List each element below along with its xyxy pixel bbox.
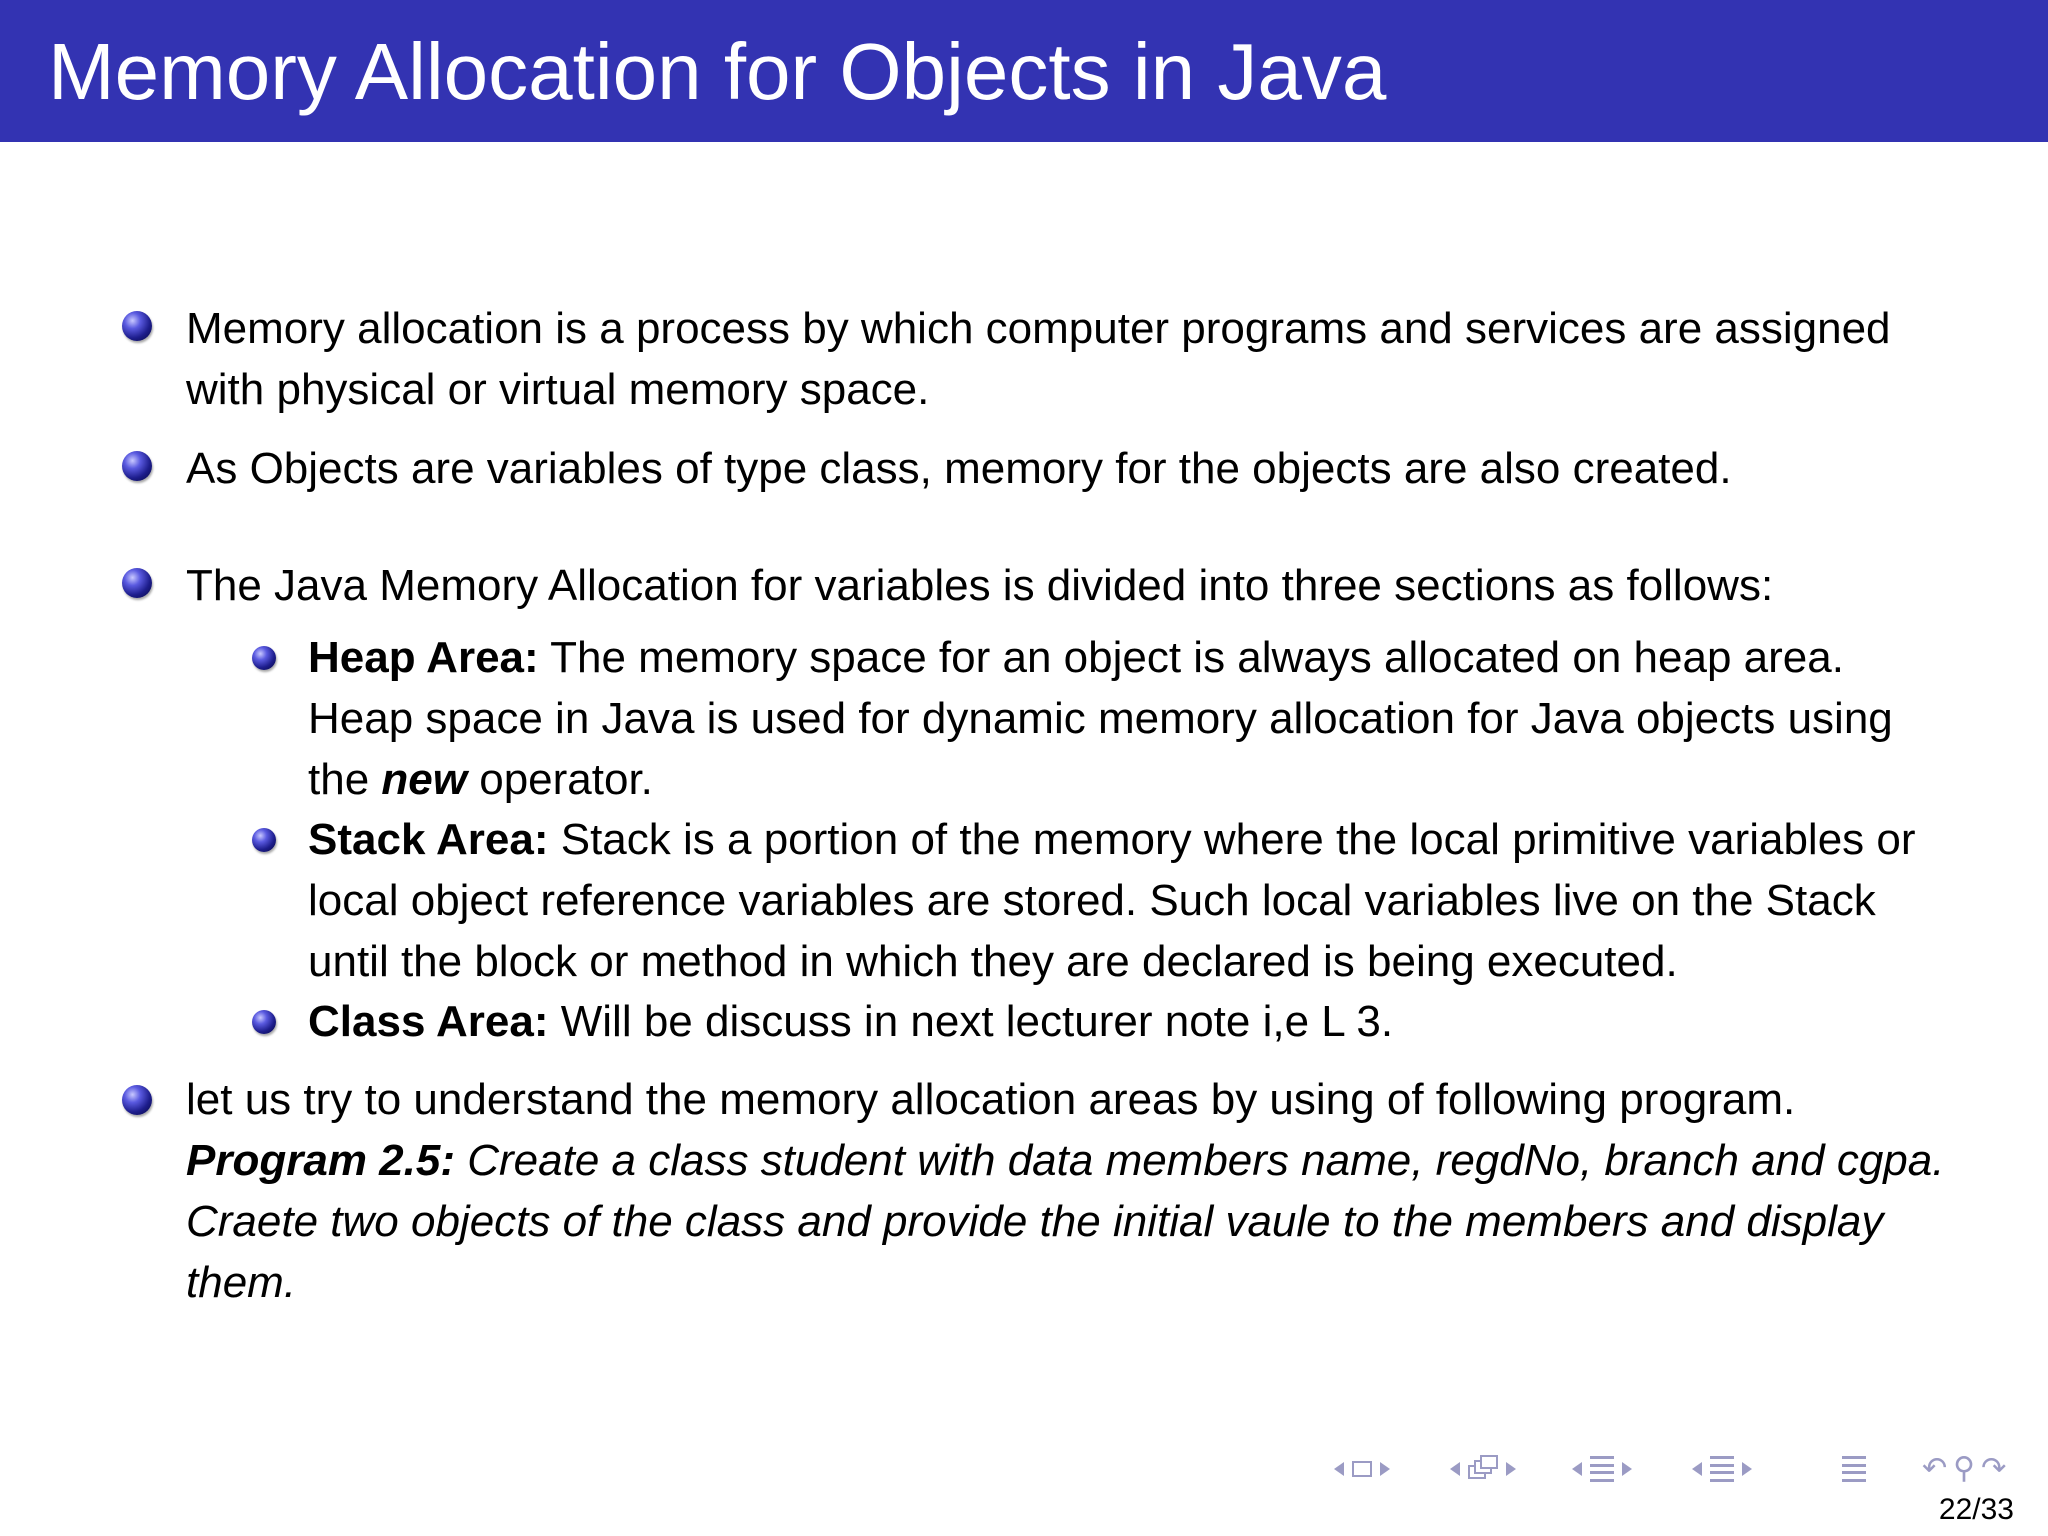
page-number [1939, 1490, 2014, 1530]
section-text: until the block or method in which they are declared is being executed. [308, 937, 1678, 986]
keyword-new: new [381, 755, 467, 804]
program-text: Craete two objects of the class and provide the initial vaule to the members and display [186, 1197, 1884, 1246]
nav-right-arrow-icon[interactable] [1742, 1462, 1752, 1476]
nav-right-arrow-icon[interactable] [1622, 1462, 1632, 1476]
subsection-icon[interactable] [1590, 1456, 1614, 1482]
page-separator: / [1972, 1493, 1981, 1526]
list-item [186, 555, 2006, 616]
sub-list-item-heap [308, 627, 2008, 810]
program-text: Create a class student with data members name, regdNo, branch and cgpa. [467, 1136, 1945, 1185]
nav-left-arrow-icon[interactable] [1692, 1462, 1702, 1476]
section-text: the [308, 755, 370, 804]
item-text: As Objects are variables of type class, memory for the objects are also created. [186, 444, 1732, 493]
sub-list-item-class [308, 991, 2008, 1052]
sub-bullet-icon [252, 646, 276, 670]
bullet-icon [122, 451, 152, 481]
list-item [186, 1069, 2006, 1313]
nav-right-arrow-icon[interactable] [1380, 1462, 1390, 1476]
nav-document-group[interactable] [1842, 1452, 1866, 1486]
nav-right-arrow-icon[interactable] [1506, 1462, 1516, 1476]
section-label: Class Area: [308, 997, 549, 1046]
document-icon[interactable] [1842, 1456, 1866, 1482]
section-text: Stack is a portion of the memory where the local primitive variables or [560, 815, 1916, 864]
slide-title: Memory Allocation for Objects in Java [48, 27, 1387, 116]
bullet-icon [122, 1085, 152, 1115]
section-label: Stack Area: [308, 815, 549, 864]
page-current: 22 [1938, 1493, 1973, 1526]
nav-left-arrow-icon[interactable] [1334, 1462, 1344, 1476]
section-text: The memory space for an object is always allocated on heap area. [550, 633, 1844, 682]
item-text: The Java Memory Allocation for variables is divided into three sections as follows: [186, 561, 1774, 610]
bullet-icon [122, 568, 152, 598]
item-text: with physical or virtual memory space. [186, 365, 930, 414]
sub-list-item-stack [308, 809, 2008, 992]
program-text: them. [186, 1258, 297, 1307]
section-text: Will be discuss in next lecturer note i,e L 3. [560, 997, 1394, 1046]
nav-section-group[interactable] [1692, 1452, 1752, 1486]
frames-icon[interactable] [1468, 1455, 1498, 1483]
bullet-icon [122, 311, 152, 341]
section-text: local object reference variables are stored. Such local variables live on the Stack [308, 876, 1876, 925]
nav-slide-group[interactable] [1334, 1452, 1390, 1486]
nav-subsection-group[interactable] [1572, 1452, 1632, 1486]
section-label: Heap Area: [308, 633, 539, 682]
forward-icon[interactable]: ↷ [1981, 1451, 2007, 1486]
slide-frame-icon[interactable] [1352, 1461, 1372, 1477]
list-item [186, 298, 2006, 420]
program-label: Program 2.5: [186, 1136, 455, 1185]
search-icon[interactable]: ⚲ [1953, 1451, 1976, 1486]
back-icon[interactable]: ↶ [1922, 1451, 1948, 1486]
list-item [186, 438, 2006, 499]
nav-left-arrow-icon[interactable] [1572, 1462, 1582, 1476]
item-text: Memory allocation is a process by which computer programs and services are assigned [186, 304, 1891, 353]
nav-frame-group[interactable] [1450, 1452, 1516, 1486]
page-total: 33 [1980, 1493, 2014, 1526]
section-text: Heap space in Java is used for dynamic memory allocation for Java objects using [308, 694, 1893, 743]
sub-bullet-icon [252, 1010, 276, 1034]
sub-bullet-icon [252, 828, 276, 852]
nav-left-arrow-icon[interactable] [1450, 1462, 1460, 1476]
section-text: operator. [479, 755, 653, 804]
nav-search-group[interactable] [1922, 1452, 2006, 1486]
item-text: let us try to understand the memory allocation areas by using of following program. [186, 1075, 1796, 1124]
section-icon[interactable] [1710, 1456, 1734, 1482]
